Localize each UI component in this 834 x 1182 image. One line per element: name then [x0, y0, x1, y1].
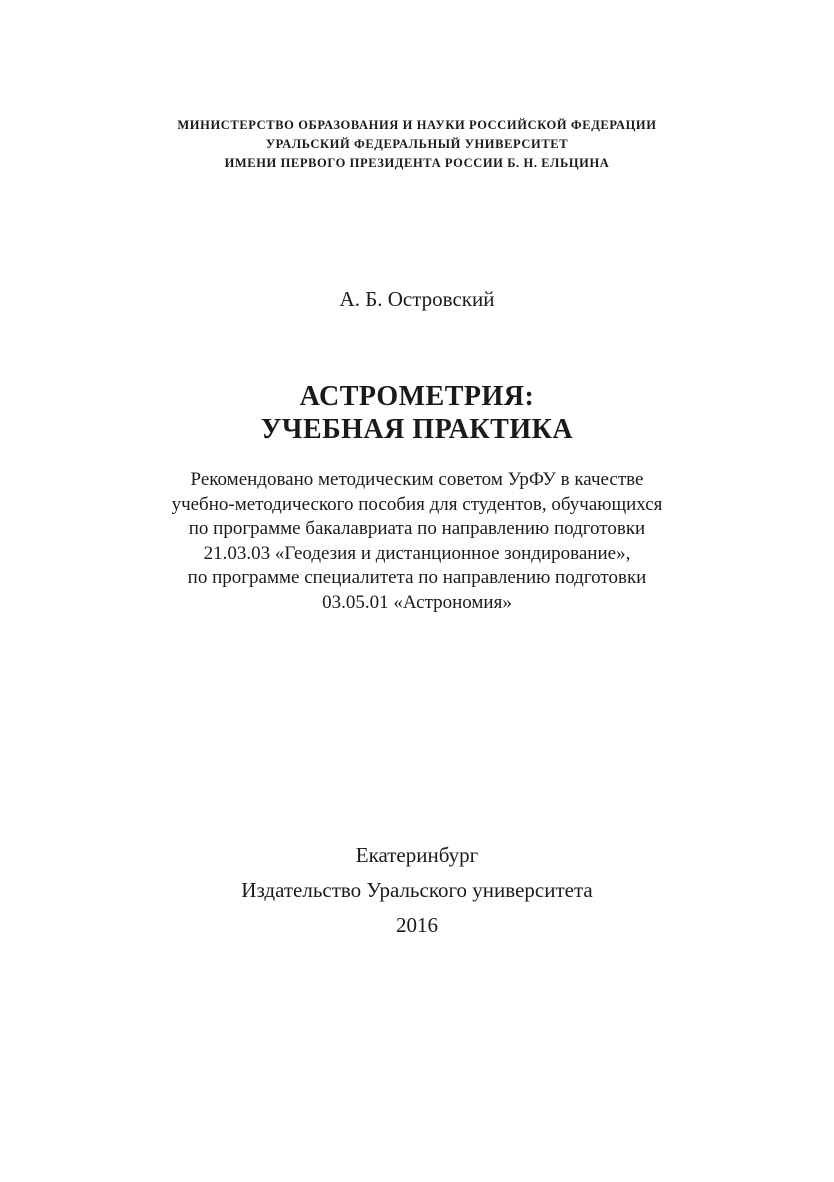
- institution-line-ministry: МИНИСТЕРСТВО ОБРАЗОВАНИЯ И НАУКИ РОССИЙСКОЙ ФЕДЕРАЦИИ: [177, 118, 657, 132]
- book-title-line-1: АСТРОМЕТРИЯ:: [299, 381, 535, 412]
- book-title-line-2: УЧЕБНАЯ ПРАКТИКА: [260, 414, 574, 445]
- institution-header: [0, 116, 834, 173]
- recommendation-text: [0, 468, 834, 615]
- recommendation-line: по программе специалитета по направлению подготовки: [187, 567, 647, 588]
- imprint-year: 2016: [396, 913, 438, 937]
- book-title: [0, 380, 834, 446]
- recommendation-line: Рекомендовано методическим советом УрФУ в качестве: [190, 469, 644, 490]
- imprint-publisher: Издательство Уральского университета: [241, 878, 593, 902]
- institution-line-university: УРАЛЬСКИЙ ФЕДЕРАЛЬНЫЙ УНИВЕРСИТЕТ: [265, 137, 569, 151]
- recommendation-line: 21.03.03 «Геодезия и дистанционное зондирование»,: [203, 542, 631, 564]
- imprint-city: Екатеринбург: [355, 843, 479, 867]
- author-name: А. Б. Островский: [339, 287, 495, 311]
- recommendation-line: учебно-методического пособия для студентов, обучающихся: [171, 493, 663, 515]
- institution-line-named-after: ИМЕНИ ПЕРВОГО ПРЕЗИДЕНТА РОССИИ Б. Н. ЕЛЬЦИНА: [224, 156, 610, 170]
- recommendation-line: 03.05.01 «Астрономия»: [322, 591, 512, 613]
- publication-imprint: [0, 838, 834, 943]
- recommendation-line: по программе бакалавриата по направлению подготовки: [188, 518, 646, 539]
